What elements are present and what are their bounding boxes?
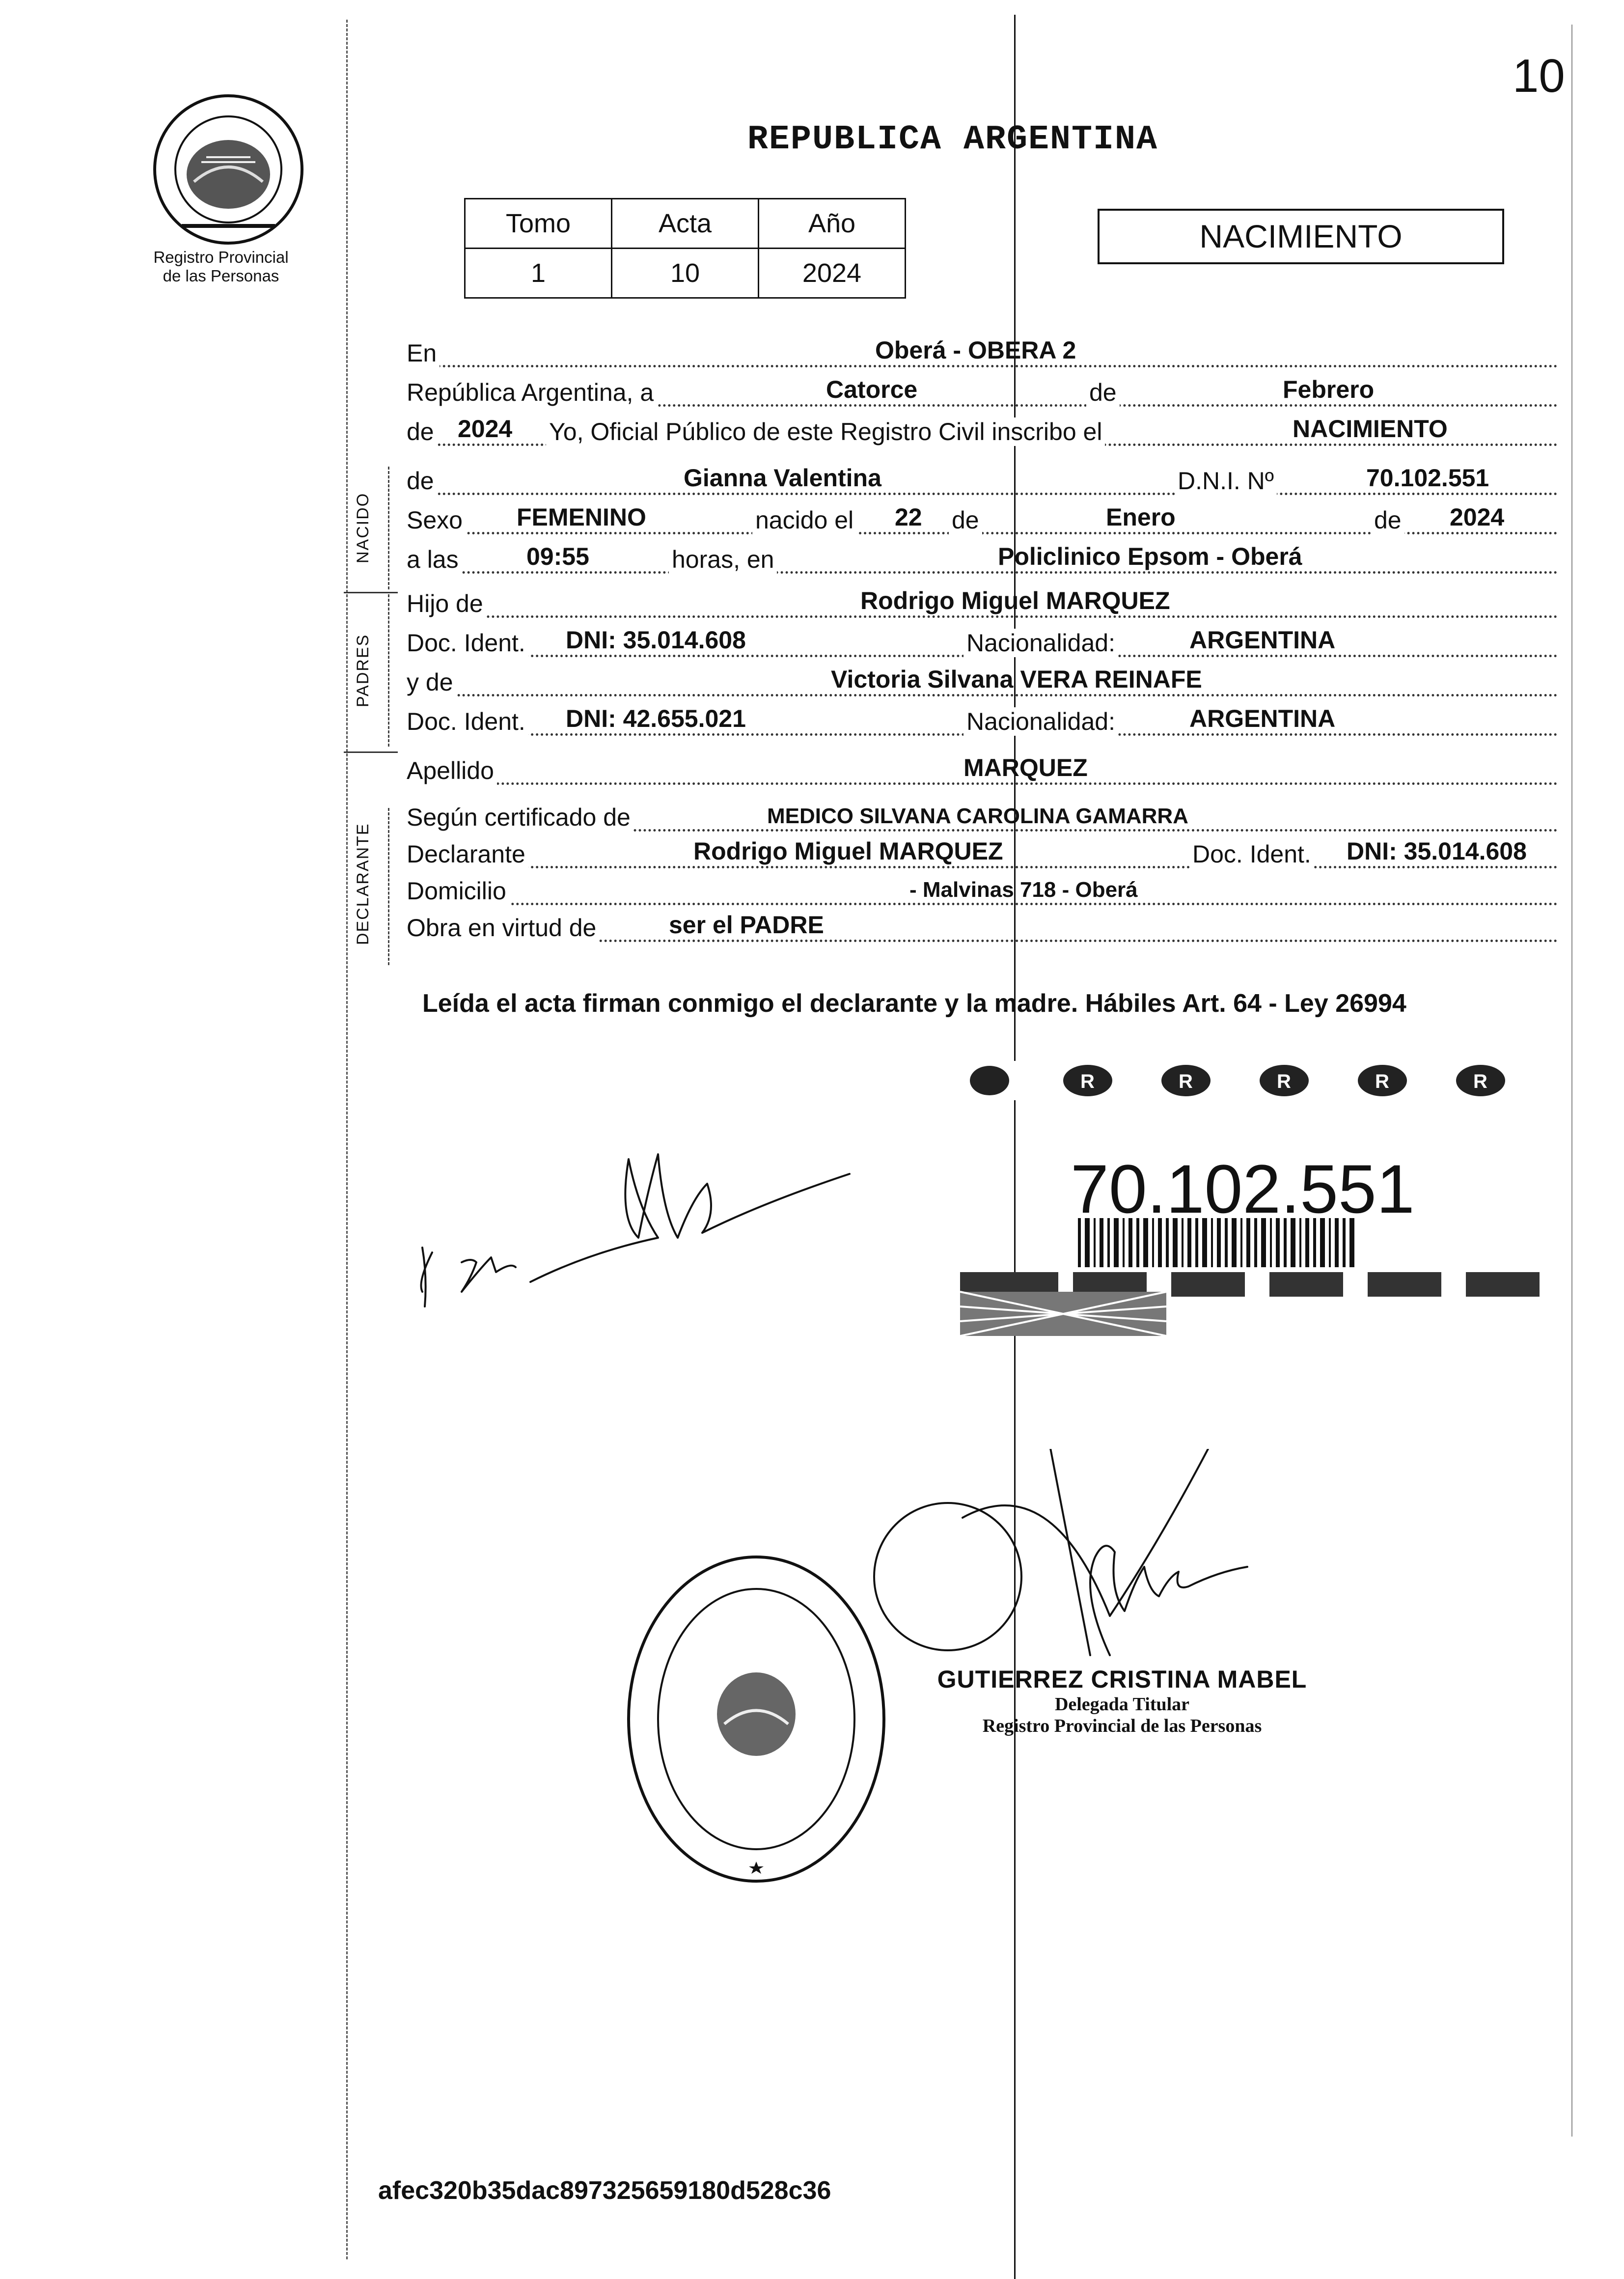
line-madre-doc <box>404 705 1558 742</box>
en-value: Oberá - OBERA 2 <box>875 336 1076 364</box>
line-domicilio <box>404 877 1558 911</box>
madre-doc-value: DNI: 42.655.021 <box>566 705 746 732</box>
record-value-anio: 2024 <box>759 249 906 298</box>
sexo-value: FEMENINO <box>517 503 646 531</box>
padre-value: Rodrigo Miguel MARQUEZ <box>860 587 1170 614</box>
certificado-value: MEDICO SILVANA CAROLINA GAMARRA <box>767 804 1188 828</box>
day-value: Catorce <box>826 376 918 403</box>
misiones-logo <box>147 88 309 250</box>
madre-value: Victoria Silvana VERA REINAFE <box>831 666 1202 693</box>
document-title: REPUBLICA ARGENTINA <box>747 120 1158 159</box>
sexo-label: Sexo <box>404 506 466 534</box>
nacido-label: nacido el <box>752 506 856 534</box>
birth-de2-label: de <box>1371 506 1404 534</box>
svg-text:R: R <box>1375 1071 1389 1092</box>
logo-caption-line1: Registro Provincial <box>153 248 289 266</box>
declarant-signature <box>403 1056 967 1331</box>
official-org: Registro Provincial de las Personas <box>982 1716 1262 1736</box>
nombre-label: de <box>404 467 437 495</box>
record-value-acta: 10 <box>612 249 759 298</box>
line-apellido <box>404 754 1558 791</box>
birth-year: 2024 <box>1450 503 1505 531</box>
line-madre <box>404 666 1558 702</box>
padre-nac-label: Nacionalidad: <box>963 629 1118 657</box>
inscribo-value: NACIMIENTO <box>1293 415 1448 443</box>
section-nacido: NACIDO <box>354 492 372 564</box>
line-padre-doc <box>404 626 1558 663</box>
section-declarante: DECLARANTE <box>354 823 372 945</box>
hijo-label: Hijo de <box>404 589 486 618</box>
nacido-rule <box>388 467 389 589</box>
page-number: 10 <box>1513 50 1565 102</box>
certificado-label: Según certificado de <box>404 803 633 832</box>
declarante-value: Rodrigo Miguel MARQUEZ <box>693 837 1003 865</box>
lugar-value: Policlinico Epsom - Oberá <box>998 543 1302 570</box>
declarante-label: Declarante <box>404 840 528 868</box>
svg-text:R: R <box>1473 1071 1487 1092</box>
de-label: de <box>1086 378 1120 407</box>
padre-doc-label: Doc. Ident. <box>404 629 528 657</box>
declarante-rule <box>388 808 389 965</box>
birth-de-label: de <box>949 506 982 534</box>
line-hijo <box>404 587 1558 624</box>
record-header-anio: Año <box>759 199 906 249</box>
official-name: GUTIERREZ CRISTINA MABEL <box>937 1666 1307 1693</box>
record-header-tomo: Tomo <box>465 199 612 249</box>
birth-day: 22 <box>895 503 922 531</box>
line-nombre <box>404 464 1558 501</box>
logo-caption <box>128 248 314 285</box>
obra-value: ser el PADRE <box>669 911 824 939</box>
line-oficial: de 2024 Yo, Oficial Público de este Registro Civil inscribo el NACIMIENTO <box>404 422 1558 452</box>
month-value: Febrero <box>1283 376 1375 403</box>
en-label: En <box>404 339 440 367</box>
line-sexo <box>404 503 1558 540</box>
domicilio-label: Domicilio <box>404 877 509 905</box>
logo-caption-line2: de las Personas <box>163 267 279 285</box>
record-header-acta: Acta <box>612 199 759 249</box>
birth-month: Enero <box>1106 503 1176 531</box>
madre-nac-value: ARGENTINA <box>1189 705 1336 732</box>
section-separator <box>344 751 398 753</box>
official-signature <box>835 1449 1375 1852</box>
horas-label: horas, en <box>669 545 777 574</box>
record-value-tomo: 1 <box>465 249 612 298</box>
oficial-label: Yo, Oficial Público de este Registro Civil inscribo el <box>546 417 1105 446</box>
padres-rule <box>388 594 389 747</box>
nombre-value: Gianna Valentina <box>684 464 881 492</box>
apellido-value: MARQUEZ <box>963 754 1088 781</box>
left-margin-rule <box>346 20 348 2259</box>
republica-label: República Argentina, a <box>404 378 657 407</box>
line-declarante <box>404 837 1558 874</box>
apellido-label: Apellido <box>404 756 497 785</box>
dni-value: 70.102.551 <box>1366 464 1489 492</box>
official-title: Delegada Titular <box>1054 1694 1190 1715</box>
hora-label: a las <box>404 545 462 574</box>
line-hora <box>404 543 1558 580</box>
dni-label: D.N.I. Nº <box>1175 467 1277 495</box>
section-padres: PADRES <box>354 634 372 707</box>
line-certificado <box>404 804 1558 837</box>
domicilio-value: - Malvinas 718 - Oberá <box>909 878 1138 902</box>
obra-label: Obra en virtud de <box>404 914 599 942</box>
padre-nac-value: ARGENTINA <box>1189 626 1336 654</box>
declarante-doc-value: DNI: 35.014.608 <box>1347 837 1527 865</box>
svg-text:R: R <box>1277 1071 1291 1092</box>
madre-doc-label: Doc. Ident. <box>404 707 528 736</box>
padre-doc-value: DNI: 35.014.608 <box>566 626 746 654</box>
yde-label: y de <box>404 668 456 696</box>
madre-nac-label: Nacionalidad: <box>963 707 1118 736</box>
document-hash: afec320b35dac897325659180d528c36 <box>378 2176 831 2205</box>
svg-text:R: R <box>1080 1071 1095 1092</box>
svg-text:R: R <box>1179 1071 1193 1092</box>
record-type-box: NACIMIENTO <box>1098 209 1504 264</box>
id-sticker-number: 70.102.551 <box>1071 1150 1415 1227</box>
line-fecha <box>404 376 1558 413</box>
hora-value: 09:55 <box>526 543 589 570</box>
line-en <box>404 336 1558 373</box>
section-separator <box>344 592 398 593</box>
closing-statement: Leída el acta firman conmigo el declarante y la madre. Hábiles Art. 64 - Ley 26994 <box>422 989 1406 1018</box>
right-margin-rule <box>1571 25 1572 2137</box>
declarante-doc-label: Doc. Ident. <box>1189 840 1314 868</box>
record-table <box>464 198 906 299</box>
line-obra <box>404 911 1558 948</box>
year-value: 2024 <box>458 415 513 443</box>
official-block <box>936 1665 1309 1737</box>
